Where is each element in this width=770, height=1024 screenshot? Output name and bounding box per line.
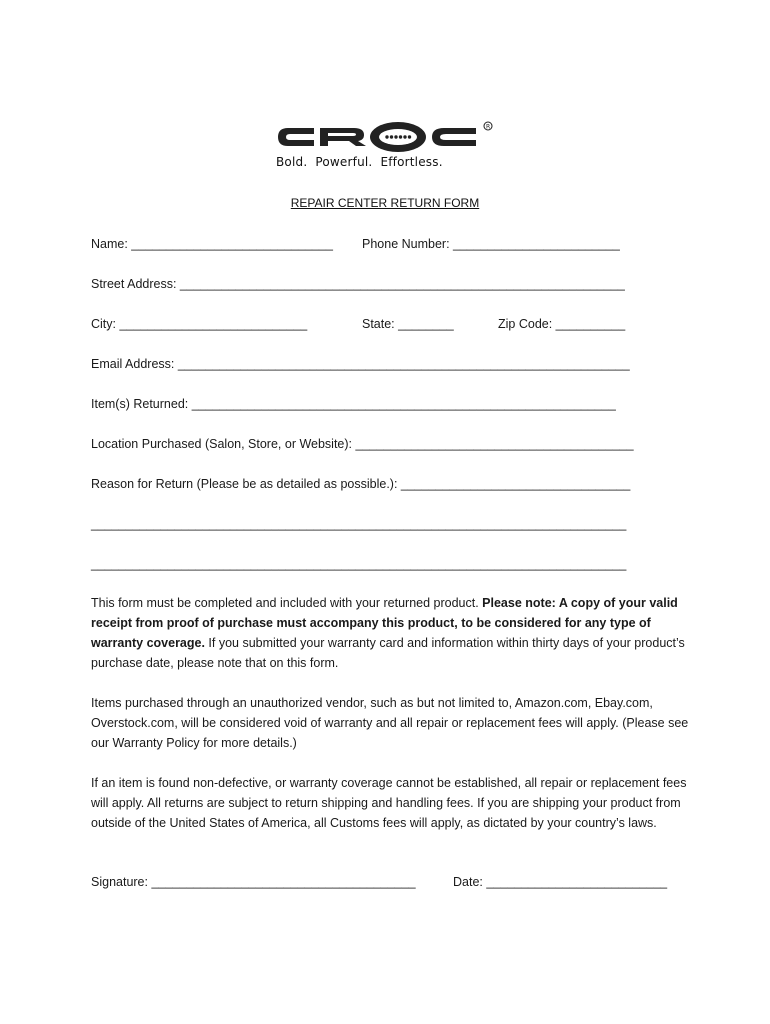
receipt-notice-paragraph	[91, 593, 691, 673]
location-purchased-field[interactable]: Location Purchased (Salon, Store, or Website): ________________________________________	[91, 437, 634, 451]
receipt-notice-text-2: If you submitted your warranty card and information within thirty days of your product’s purchase date, please note that on this form.	[91, 636, 685, 670]
name-field[interactable]: Name: _____________________________	[91, 237, 333, 251]
signature-field[interactable]: Signature: ______________________________________	[91, 875, 416, 889]
logo-tagline: Bold. Powerful. Effortless.	[276, 155, 443, 169]
date-field[interactable]: Date: __________________________	[453, 875, 668, 889]
phone-field[interactable]: Phone Number: ________________________	[362, 237, 620, 251]
reason-continuation-line-2[interactable]: _____________________________________________________________________________	[91, 557, 627, 571]
svg-text:R: R	[486, 123, 491, 131]
unauthorized-vendor-paragraph: Items purchased through an unauthorized vendor, such as but not limited to, Amazon.com, Ebay.com, Overstock.com, will be considered void of warranty and all repair or replacement fees will apply. (Please see our Warranty Policy for more details.)	[91, 696, 689, 750]
form-title: REPAIR CENTER RETURN FORM	[290, 196, 480, 210]
receipt-notice-text: This form must be completed and included with your returned product.	[91, 596, 483, 610]
city-field[interactable]: City: ___________________________	[91, 317, 308, 331]
croc-logo-icon	[274, 118, 498, 158]
street-address-field[interactable]: Street Address: ________________________________________________________________	[91, 277, 625, 291]
items-returned-field[interactable]: Item(s) Returned: _____________________________________________________________	[91, 397, 616, 411]
reason-continuation-line-1[interactable]: _____________________________________________________________________________	[91, 517, 627, 531]
receipt-notice-bold: Please note: A copy of your valid receipt from proof of purchase must accompany this product, to be considered for any type of warranty coverage.	[91, 596, 678, 650]
reason-for-return-field[interactable]: Reason for Return (Please be as detailed as possible.): _________________________________	[91, 477, 631, 491]
fees-paragraph: If an item is found non-defective, or warranty coverage cannot be established, all repair or replacement fees will apply. All returns are subject to return shipping and handling fees. If you are shipping your product from outside of the United States of America, all Customs fees will apply, as dictated by your country’s laws.	[91, 776, 687, 830]
email-field[interactable]: Email Address: _________________________________________________________________	[91, 357, 630, 371]
zip-code-field[interactable]: Zip Code: __________	[498, 317, 626, 331]
state-field[interactable]: State: ________	[362, 317, 454, 331]
